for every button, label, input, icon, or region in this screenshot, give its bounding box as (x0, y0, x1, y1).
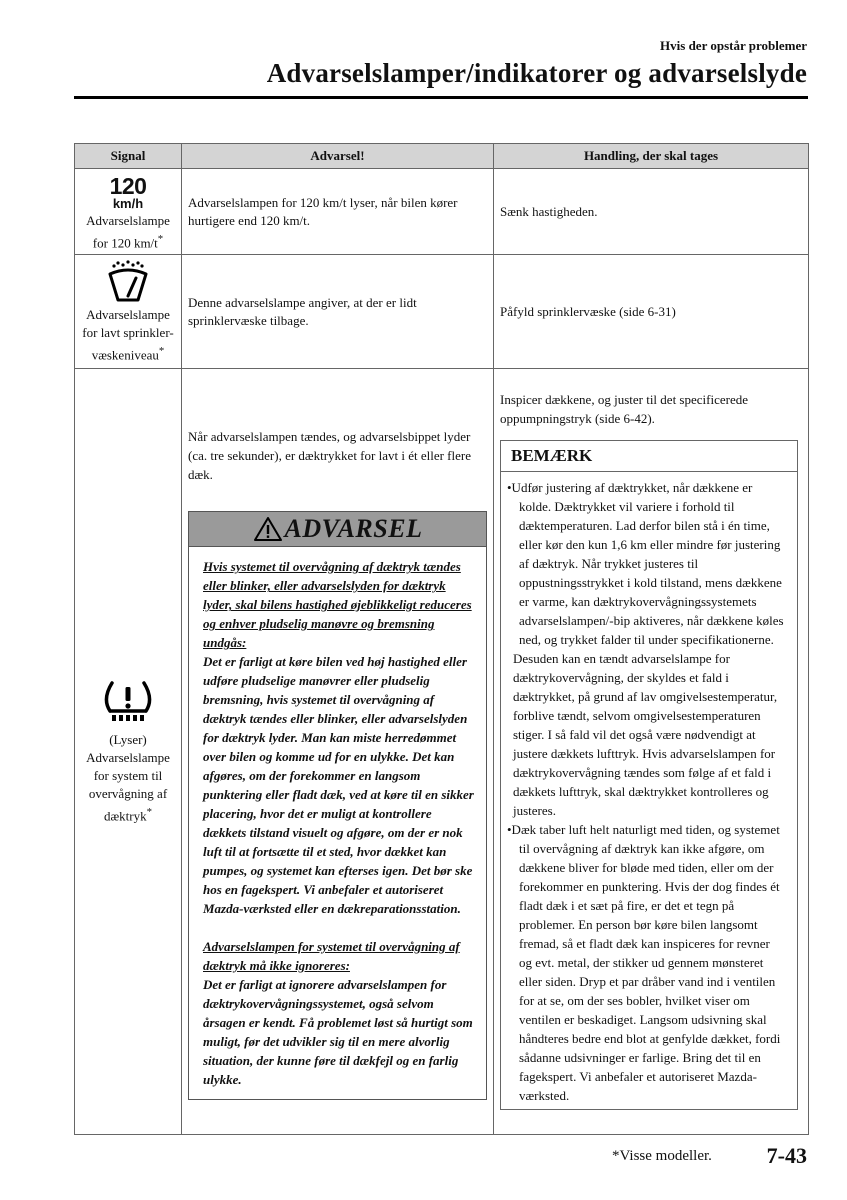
page-title: Advarselslamper/indikatorer og advarselslyde (266, 58, 807, 88)
note-bullet: •Dæk taber luft helt naturligt med tiden, og systemet til overvågning af dæktryk kan ikke afgøre, om dækkene bliver for bløde med tiden, eller om der forekommer en punktering. Hvis der dog findes ét fladt dæk i et sæt på fire, er det et tegn på problemer. En person bør køre bilen langsomt fremad, så et fladt dæk kan inspiceres for revner og evt. metal, der stikker ud gennem mønsteret eller siden. Dryp et par dråber vand ind i ventilen for at se, om der ses bobler, hvilket viser om ventilen er beskadiget. Langsom udsivning skal håndteres bedre end blot at genfylde dækket, fordi sådanne udsivninger er farlige. Bring det til en fagekspert. Vi anbefaler et autoriseret Mazda-værksted. (507, 821, 781, 1103)
action-cell (494, 369, 809, 1135)
advarsel-text: Det er farligt at køre bilen ved høj hastighed eller udføre pludselige manøvrer eller pludselig bremsning, hvis systemet til overvågning af dæktryk tændes eller blinker, eller advarselslyden for dæktryk lyder. Man kan miste herredømmet over bilen og komme ud for en ulykke. Det kan afgøres, om der forekommer en langsom punktering eller fladt dæk, ved at køre til en sikker placering, hvor det er muligt at kontrollere dækkets tilstand visuelt og afgøre, om der er nok luft til at fortsætte til et sted, hvor dækket kan pumpes, og systemet kan efterses igen. Det bør ske hos en fagekspert. Vi anbefaler et autoriseret Mazda-værksted eller en dækreparationsstation. (203, 654, 474, 917)
signal-label-line: dæktryk (103, 807, 147, 823)
signal-label-line: (Lyser) (109, 731, 147, 747)
signal-label-line: Advarselslampe (86, 749, 170, 765)
signal-label-line: overvågning af (88, 785, 168, 801)
advarsel-box (188, 511, 487, 1100)
table-row (75, 169, 809, 255)
signal-label-line: Advarselslampe (86, 306, 170, 322)
table-row (75, 255, 809, 369)
signal-cell (75, 255, 182, 369)
advarsel-title: ADVARSEL (284, 514, 423, 544)
footnote: *Visse modeller. (612, 1148, 712, 1164)
footnote-marker: * (157, 233, 164, 245)
footnote-marker: * (146, 805, 153, 818)
signal-label-line: væskeniveau (91, 346, 159, 362)
table-header-row (75, 144, 809, 169)
tire-pressure-icon (100, 679, 156, 727)
washer-fluid-icon (104, 260, 152, 304)
warning-cell: Advarselslampen for 120 km/t lyser, når bilen kører hurtigere end 120 km/t. (182, 169, 494, 255)
speed-120-icon: 120 km/h (109, 173, 147, 211)
signal-label-line: for system til (93, 767, 163, 783)
action-cell: Påfyld sprinklervæske (side 6-31) (494, 255, 809, 369)
advarsel-body (189, 547, 486, 1099)
table-row (75, 369, 809, 1135)
advarsel-heading: Advarselslampen for systemet til overvågning af dæktryk må ikke ignoreres: (203, 939, 460, 974)
advarsel-heading: Hvis systemet til overvågning af dæktryk tændes eller blinker, eller advarselslyden for dæktryk lyder, skal bilens hastighed øjeblikkeligt reduceres og enhver pludselig manøvre og bremsning undgås: (203, 559, 472, 651)
column-header-signal: Signal (75, 144, 182, 169)
column-header-action: Handling, der skal tages (494, 144, 809, 169)
signal-cell (75, 169, 182, 255)
signal-label-line: for 120 km/t (92, 235, 158, 251)
warning-lamps-table (74, 143, 809, 1135)
page-number: 7-43 (766, 1143, 807, 1168)
bemaerk-body (501, 472, 797, 1109)
warning-cell: Denne advarselslampe angiver, at der er lidt sprinklervæske tilbage. (182, 255, 494, 369)
note-bullet: •Udfør justering af dæktrykket, når dækkene er kolde. Dæktrykket vil variere i forhold til dæktemperaturen. Lad derfor bilen stå i én time, eller kør den kun 1,6 km eller mindre før justering af dæktryk. Når trykket justeres til oppustningsstrykket i kold tilstand, mens dækkene er varme, kan dæktrykovervågningssystemets advarselslampen/-bip aktiveres, når dækkene køles ned, og trykket falder til under specifikationerne. (507, 479, 784, 647)
action-intro: Inspicer dækkene, og juster til det specificerede oppumpningstryk (side 6-42). (500, 391, 748, 426)
signal-cell (75, 369, 182, 1135)
warning-cell (182, 369, 494, 1135)
advarsel-header (189, 512, 486, 547)
footnote-marker: * (158, 344, 165, 357)
action-cell: Sænk hastigheden. (494, 169, 809, 255)
warning-triangle-icon (253, 516, 283, 542)
signal-label-line: for lavt sprinkler- (82, 324, 174, 340)
signal-label-line: Advarselslampe (86, 213, 170, 228)
section-label: Hvis der opstår problemer (660, 38, 807, 53)
warning-intro: Når advarselslampen tændes, og advarselsbippet lyder (ca. tre sekunder), er dæktrykket for lavt i ét eller flere dæk. (188, 429, 471, 483)
advarsel-text: Det er farligt at ignorere advarselslampen for dæktrykovervågningssystemet, også selvom årsagen er kendt. Få problemet løst så hurtigt som muligt, før det udvikler sig til en mere alvorlig situation, der kunne føre til dækfejl og en farlig ulykke. (203, 977, 473, 1088)
note-paragraph: Desuden kan en tændt advarselslampe for dæktrykovervågning, der skyldes et fald i dæktrykket, på grund af lav omgivelsestemperatur, forblive tændt, selvom omgivelsestemperaturen stiger. I så fald vil det også være nødvendigt at justere dækkets lufttryk. Hvis advarselslampen for dæktrykovervågning tændes som følge af et fald i dækkets lufttryk, skal dæktrykket kontrolleres og justeres. (513, 650, 778, 818)
column-header-warning: Advarsel! (182, 144, 494, 169)
bemaerk-title: BEMÆRK (501, 441, 797, 472)
title-rule (74, 96, 808, 99)
bemaerk-box (500, 440, 798, 1110)
